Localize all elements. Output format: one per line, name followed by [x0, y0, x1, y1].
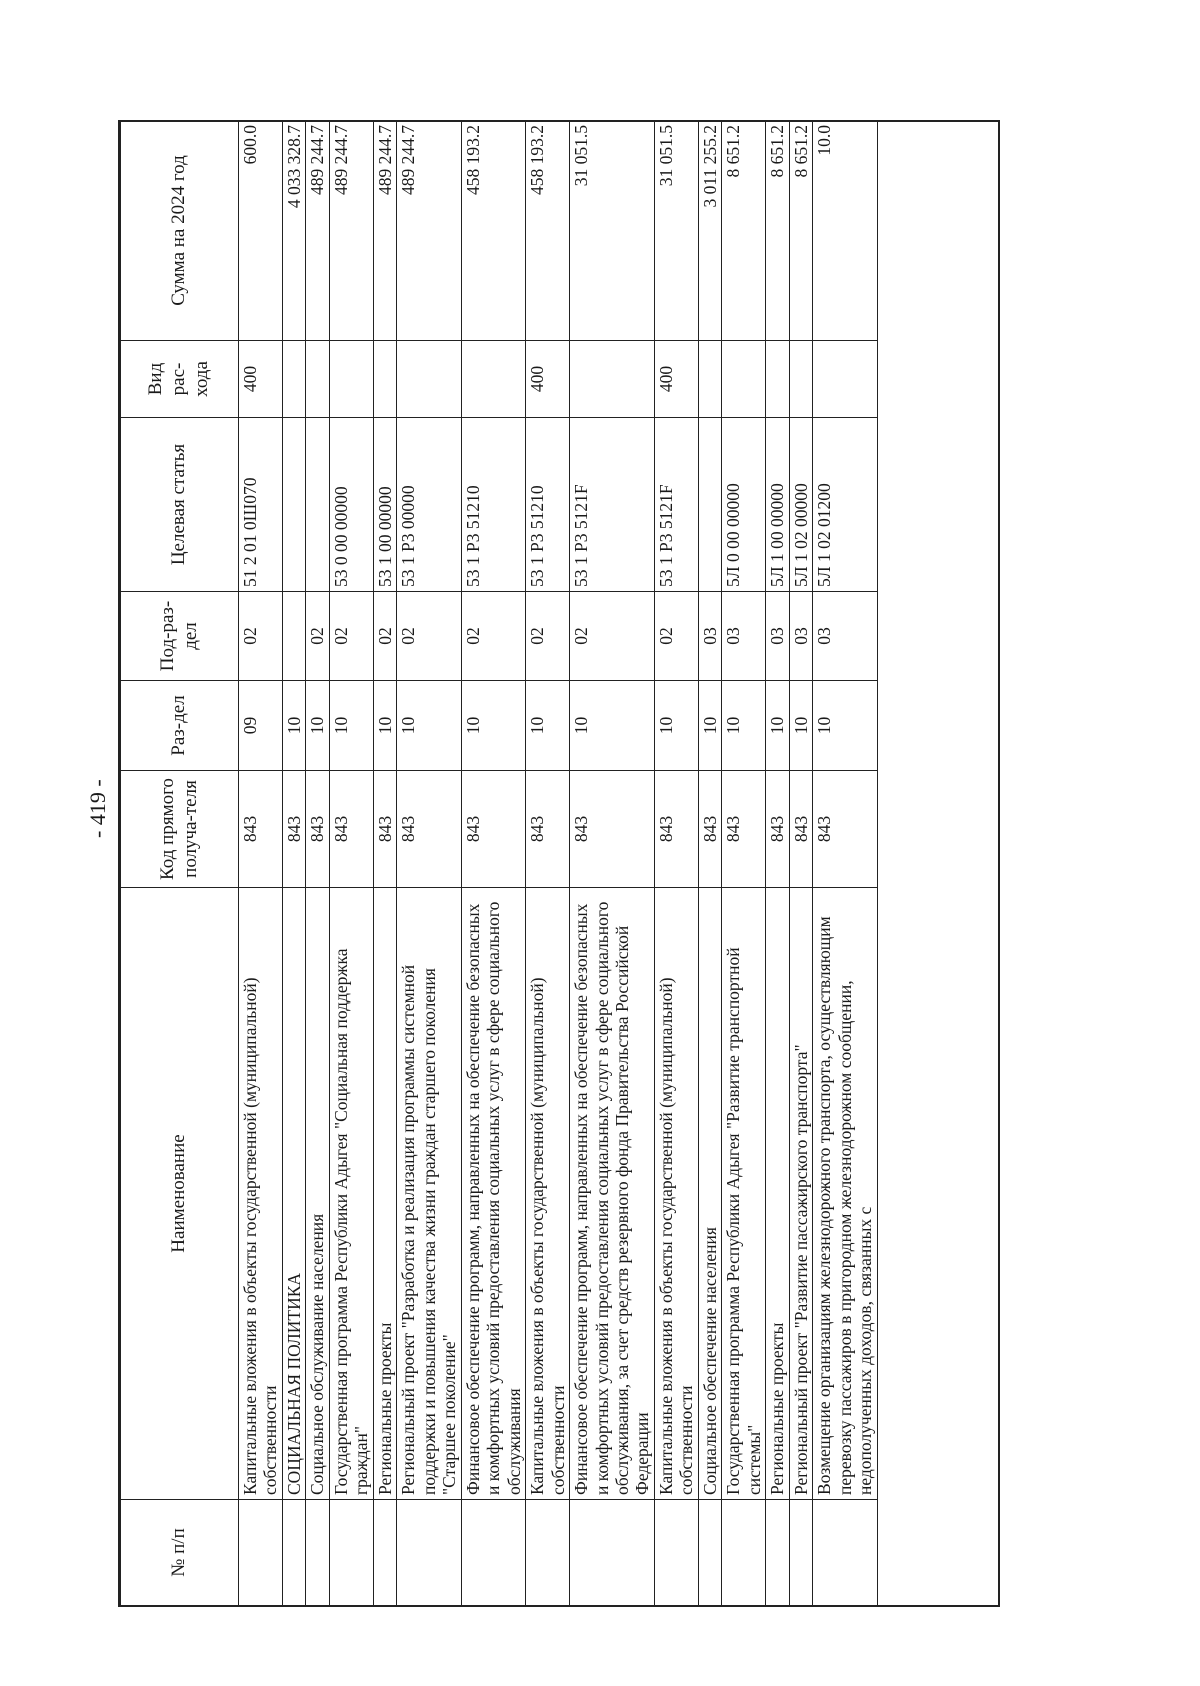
- cell-name: Государственная программа Республики Адыгея "Социальная поддержка граждан": [329, 888, 373, 1500]
- cell-expense-type: [282, 341, 305, 418]
- table-row: [789, 121, 812, 1606]
- cell-num: [766, 1500, 789, 1606]
- cell-section: 10: [570, 681, 655, 771]
- cell-section: 10: [654, 681, 698, 771]
- table-row: [373, 121, 396, 1606]
- cell-subsection: 02: [373, 592, 396, 681]
- cell-num: [698, 1500, 721, 1606]
- cell-expense-type: [329, 341, 373, 418]
- cell-section: 10: [397, 681, 461, 771]
- budget-table: [120, 120, 878, 1606]
- cell-sum: 8 651.2: [722, 121, 766, 341]
- cell-name: Капитальные вложения в объекты государственной (муниципальной) собственности: [526, 888, 570, 1500]
- cell-subsection: 03: [813, 592, 877, 681]
- cell-target-article: 53 0 00 00000: [329, 418, 373, 592]
- table-row: [239, 121, 283, 1606]
- cell-sum: 489 244.7: [329, 121, 373, 341]
- cell-expense-type: [766, 341, 789, 418]
- cell-recipient-code: 843: [526, 771, 570, 888]
- cell-num: [282, 1500, 305, 1606]
- cell-recipient-code: 843: [722, 771, 766, 888]
- cell-subsection: 02: [570, 592, 655, 681]
- cell-target-article: [306, 418, 329, 592]
- cell-section: 09: [239, 681, 283, 771]
- table-row: [698, 121, 721, 1606]
- cell-section: 10: [813, 681, 877, 771]
- cell-name: Региональный проект "Разработка и реализация программы системной поддержки и повышения качества жизни граждан старшего поколения "Старшее поколение": [397, 888, 461, 1500]
- cell-recipient-code: 843: [373, 771, 396, 888]
- cell-target-article: [282, 418, 305, 592]
- cell-recipient-code: 843: [789, 771, 812, 888]
- cell-sum: 4 033 328.7: [282, 121, 305, 341]
- cell-name: Возмещение организациям железнодорожного транспорта, осуществляющим перевозку пассажиров в пригородном железнодорожном сообщении, недополученных доходов, связанных с: [813, 888, 877, 1500]
- cell-target-article: 5Л 1 02 00000: [789, 418, 812, 592]
- cell-expense-type: 400: [239, 341, 283, 418]
- cell-recipient-code: 843: [329, 771, 373, 888]
- cell-section: 10: [526, 681, 570, 771]
- cell-section: 10: [306, 681, 329, 771]
- table-body: [239, 121, 878, 1606]
- cell-subsection: 03: [722, 592, 766, 681]
- cell-section: 10: [766, 681, 789, 771]
- cell-recipient-code: 843: [570, 771, 655, 888]
- cell-sum: 489 244.7: [306, 121, 329, 341]
- cell-num: [526, 1500, 570, 1606]
- page-number: - 419 -: [85, 779, 110, 838]
- cell-subsection: 03: [698, 592, 721, 681]
- cell-subsection: 02: [329, 592, 373, 681]
- rotated-table-container: [120, 121, 1096, 1606]
- table-row: [461, 121, 525, 1606]
- cell-name: Региональные проекты: [373, 888, 396, 1500]
- header-row: [121, 121, 239, 1606]
- cell-subsection: 03: [789, 592, 812, 681]
- cell-num: [306, 1500, 329, 1606]
- cell-recipient-code: 843: [239, 771, 283, 888]
- cell-expense-type: [698, 341, 721, 418]
- cell-subsection: 02: [397, 592, 461, 681]
- cell-target-article: 53 1 00 00000: [373, 418, 396, 592]
- cell-num: [570, 1500, 655, 1606]
- cell-target-article: 53 1 P3 5121F: [654, 418, 698, 592]
- cell-target-article: 5Л 0 00 00000: [722, 418, 766, 592]
- cell-expense-type: [306, 341, 329, 418]
- cell-section: 10: [329, 681, 373, 771]
- cell-sum: 10.0: [813, 121, 877, 341]
- cell-expense-type: [789, 341, 812, 418]
- cell-num: [461, 1500, 525, 1606]
- cell-expense-type: [397, 341, 461, 418]
- cell-name: Государственная программа Республики Адыгея "Развитие транспортной системы": [722, 888, 766, 1500]
- cell-target-article: 53 1 P3 51210: [526, 418, 570, 592]
- cell-expense-type: 400: [526, 341, 570, 418]
- cell-recipient-code: 843: [698, 771, 721, 888]
- cell-num: [789, 1500, 812, 1606]
- header-target: Целевая статья: [121, 418, 239, 592]
- table-row: [397, 121, 461, 1606]
- cell-target-article: 53 1 P3 51210: [461, 418, 525, 592]
- cell-expense-type: 400: [654, 341, 698, 418]
- cell-subsection: 02: [306, 592, 329, 681]
- cell-name: Капитальные вложения в объекты государственной (муниципальной) собственности: [654, 888, 698, 1500]
- header-subsection: Под-раз-дел: [121, 592, 239, 681]
- cell-expense-type: [461, 341, 525, 418]
- cell-sum: 3 011 255.2: [698, 121, 721, 341]
- table-row: [570, 121, 655, 1606]
- table-row: [526, 121, 570, 1606]
- cell-sum: 8 651.2: [789, 121, 812, 341]
- table-row: [813, 121, 877, 1606]
- cell-num: [239, 1500, 283, 1606]
- cell-sum: 458 193.2: [461, 121, 525, 341]
- cell-name: Социальное обеспечение населения: [698, 888, 721, 1500]
- cell-sum: 489 244.7: [373, 121, 396, 341]
- cell-target-article: 5Л 1 02 01200: [813, 418, 877, 592]
- cell-name: Финансовое обеспечение программ, направленных на обеспечение безопасных и комфортных условий предоставления социальных услуг в сфере социального обслуживания, за счет средств резервного фонда Правительства Российской Федерации: [570, 888, 655, 1500]
- cell-target-article: 53 1 P3 00000: [397, 418, 461, 592]
- header-expense: Вид рас-хода: [121, 341, 239, 418]
- cell-name: Финансовое обеспечение программ, направленных на обеспечение безопасных и комфортных условий предоставления социальных услуг в сфере социального обслуживания: [461, 888, 525, 1500]
- cell-expense-type: [722, 341, 766, 418]
- cell-recipient-code: 843: [461, 771, 525, 888]
- cell-section: 10: [282, 681, 305, 771]
- cell-subsection: 02: [654, 592, 698, 681]
- table-row: [329, 121, 373, 1606]
- cell-subsection: 02: [461, 592, 525, 681]
- cell-target-article: 53 1 P3 5121F: [570, 418, 655, 592]
- cell-subsection: 02: [239, 592, 283, 681]
- cell-num: [813, 1500, 877, 1606]
- cell-recipient-code: 843: [306, 771, 329, 888]
- cell-recipient-code: 843: [282, 771, 305, 888]
- cell-section: 10: [461, 681, 525, 771]
- header-recipient: Код прямого получа-теля: [121, 771, 239, 888]
- cell-sum: 8 651.2: [766, 121, 789, 341]
- table-row: [722, 121, 766, 1606]
- cell-sum: 458 193.2: [526, 121, 570, 341]
- table-row: [654, 121, 698, 1606]
- cell-num: [329, 1500, 373, 1606]
- cell-expense-type: [373, 341, 396, 418]
- cell-expense-type: [813, 341, 877, 418]
- cell-sum: 31 051.5: [570, 121, 655, 341]
- cell-section: 10: [722, 681, 766, 771]
- header-sum: Сумма на 2024 год: [121, 121, 239, 341]
- cell-subsection: 02: [526, 592, 570, 681]
- cell-section: 10: [373, 681, 396, 771]
- cell-num: [397, 1500, 461, 1606]
- header-name: Наименование: [121, 888, 239, 1500]
- cell-num: [722, 1500, 766, 1606]
- table-row: [766, 121, 789, 1606]
- cell-recipient-code: 843: [397, 771, 461, 888]
- cell-num: [373, 1500, 396, 1606]
- cell-sum: 600.0: [239, 121, 283, 341]
- cell-subsection: [282, 592, 305, 681]
- cell-target-article: [698, 418, 721, 592]
- cell-expense-type: [570, 341, 655, 418]
- cell-section: 10: [698, 681, 721, 771]
- cell-recipient-code: 843: [654, 771, 698, 888]
- cell-recipient-code: 843: [813, 771, 877, 888]
- table-row: [282, 121, 305, 1606]
- cell-section: 10: [789, 681, 812, 771]
- cell-target-article: 5Л 1 00 00000: [766, 418, 789, 592]
- cell-sum: 489 244.7: [397, 121, 461, 341]
- header-num: № п/п: [121, 1500, 239, 1606]
- cell-target-article: 51 2 01 0Ш070: [239, 418, 283, 592]
- header-section: Раз-дел: [121, 681, 239, 771]
- table-row: [306, 121, 329, 1606]
- cell-num: [654, 1500, 698, 1606]
- cell-name: Региональные проекты: [766, 888, 789, 1500]
- cell-name: Социальное обслуживание населения: [306, 888, 329, 1500]
- cell-name: Региональный проект "Развитие пассажирского транспорта": [789, 888, 812, 1500]
- cell-recipient-code: 843: [766, 771, 789, 888]
- cell-sum: 31 051.5: [654, 121, 698, 341]
- cell-name: Капитальные вложения в объекты государственной (муниципальной) собственности: [239, 888, 283, 1500]
- cell-name: СОЦИАЛЬНАЯ ПОЛИТИКА: [282, 888, 305, 1500]
- cell-subsection: 03: [766, 592, 789, 681]
